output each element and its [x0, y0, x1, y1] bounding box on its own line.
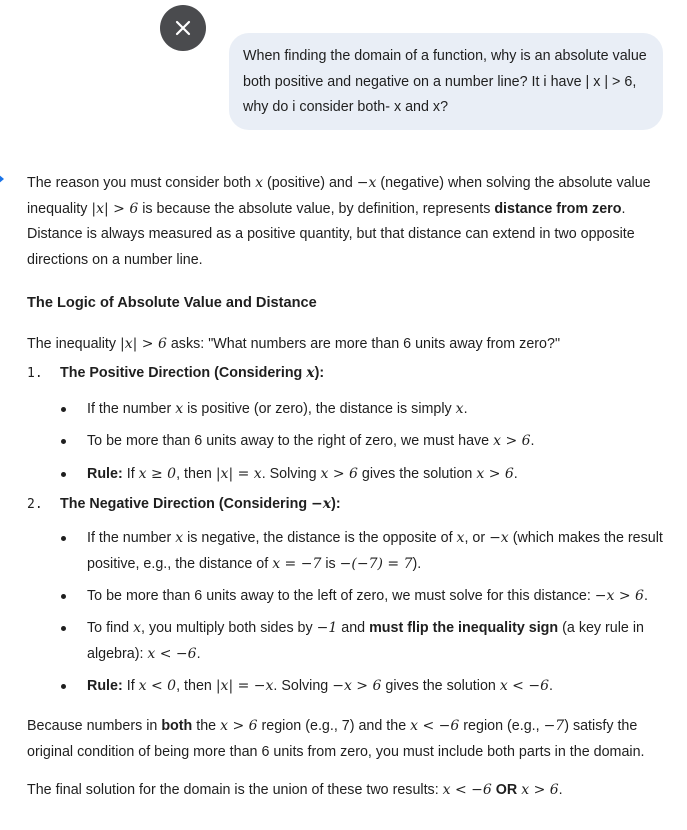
- numbered-item-2: 2. The Negative Direction (Considering −x):: [27, 496, 341, 512]
- user-message-text: When finding the domain of a function, why is an absolute value both positive and negative on a number line? It i have | x | > 6, why do i consider both- x and x?: [243, 48, 647, 115]
- numbered-item-1: 1. The Positive Direction (Considering x):: [27, 365, 325, 381]
- user-message-bubble: [229, 33, 663, 130]
- section-heading: The Logic of Absolute Value and Distance: [27, 295, 317, 311]
- response-marker-icon: [0, 174, 4, 184]
- list-item: To be more than 6 units away to the right of zero, we must have x > 6.: [61, 429, 665, 455]
- list-item: If the number x is negative, the distance is the opposite of x, or −x (which makes the result positive, e.g., the distance of x = −7 is −(−7) = 7).: [61, 526, 665, 577]
- because-paragraph: Because numbers in both the x > 6 region (e.g., 7) and the x < −6 region (e.g., −7) satisfy the original condition of being more than 6 units from zero, you must include both parts in the domain.: [27, 718, 645, 760]
- list-item: If the number x is positive (or zero), the distance is simply x.: [61, 397, 665, 423]
- list-item: Rule: If x < 0, then |x| = −x. Solving −x > 6 gives the solution x < −6.: [61, 674, 665, 700]
- list-item: To find x, you multiply both sides by −1 and must flip the inequality sign (a key rule in algebra): x < −6.: [61, 616, 665, 667]
- close-button[interactable]: [160, 5, 206, 51]
- list-item: To be more than 6 units away to the left of zero, we must solve for this distance: −x > 6.: [61, 584, 665, 610]
- final-solution-paragraph: The final solution for the domain is the union of these two results: x < −6 OR x > 6.: [27, 782, 563, 798]
- close-icon: [175, 20, 191, 36]
- response-intro: The reason you must consider both x (positive) and −x (negative) when solving the absolute value inequality |x| > 6 is because the absolute value, by definition, represents distance from zero. Distance is always measured as a positive quantity, but that distance can extend in two opposite directions on a number line.: [27, 175, 651, 268]
- inequality-question: The inequality |x| > 6 asks: "What numbers are more than 6 units away from zero?": [27, 336, 561, 352]
- list-item: Rule: If x ≥ 0, then |x| = x. Solving x > 6 gives the solution x > 6.: [61, 462, 665, 488]
